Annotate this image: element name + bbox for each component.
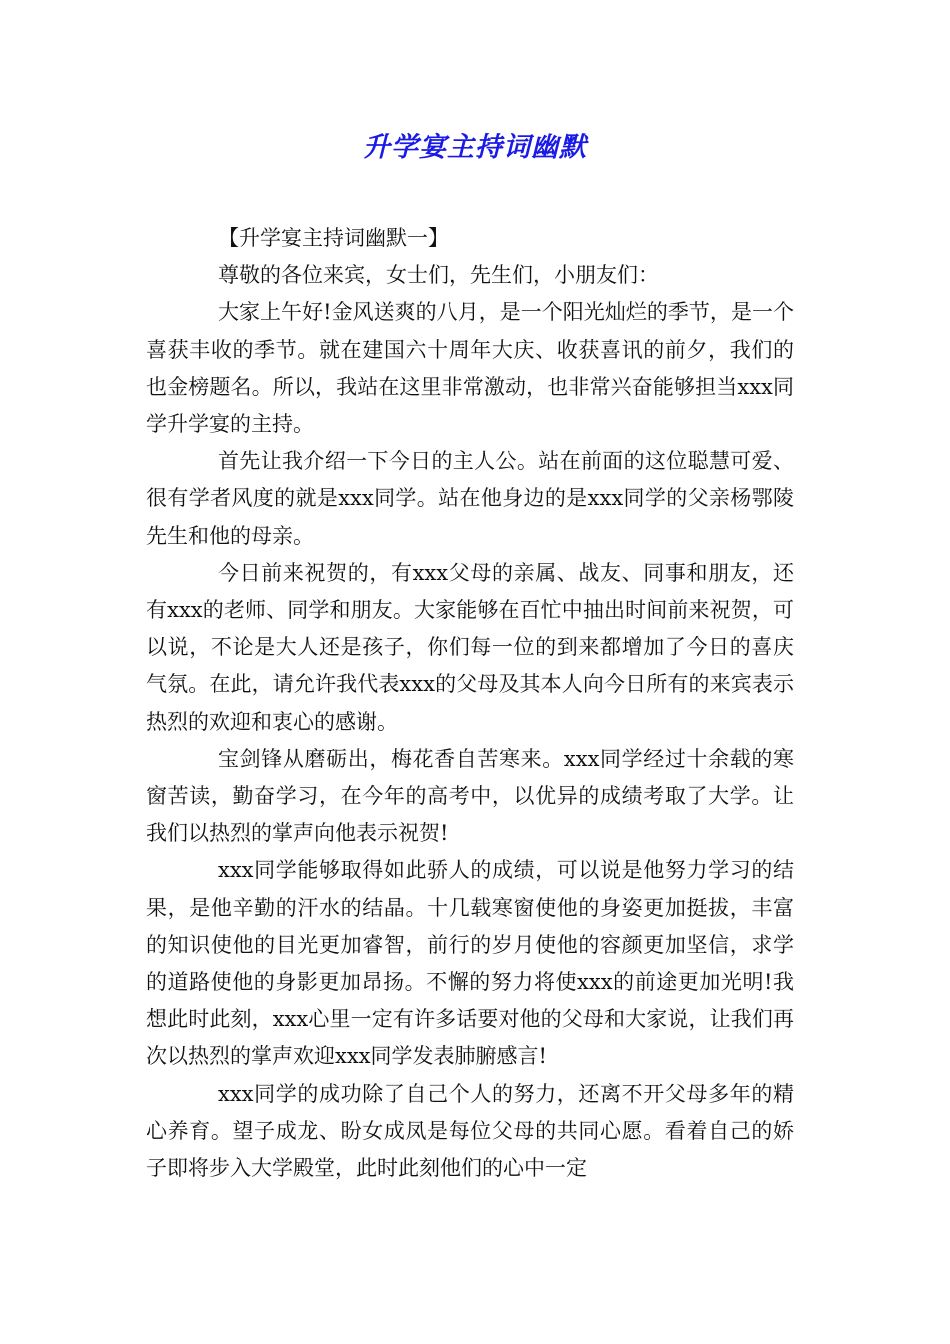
body-paragraph: 今日前来祝贺的，有xxx父母的亲属、战友、同事和朋友，还有xxx的老师、同学和朋友。大家能够在百忙中抽出时间前来祝贺，可以说，不论是大人还是孩子，你们每一位的到来都增加了今日的喜庆气氛。在此，请允许我代表xxx的父母及其本人向今日所有的来宾表示热烈的欢迎和衷心的感谢。 — [146, 560, 794, 734]
body-paragraph: xxx同学能够取得如此骄人的成绩，可以说是他努力学习的结果，是他辛勤的汗水的结晶。十几载寒窗使他的身姿更加挺拔，丰富的知识使他的目光更加睿智，前行的岁月使他的容颜更加坚信，求学的道路使他的身影更加昂扬。不懈的努力将使xxx的前途更加光明!我想此时此刻，xxx心里一定有许多话要对他的父母和大家说，让我们再次以热烈的掌声欢迎xxx同学发表肺腑感言! — [146, 858, 794, 1069]
body-paragraph: 首先让我介绍一下今日的主人公。站在前面的这位聪慧可爱、很有学者风度的就是xxx同学。站在他身边的是xxx同学的父亲杨鄂陵先生和他的母亲。 — [146, 449, 794, 548]
body-paragraph: 大家上午好!金风送爽的八月，是一个阳光灿烂的季节，是一个喜获丰收的季节。就在建国六十周年大庆、收获喜讯的前夕，我们的也金榜题名。所以，我站在这里非常激动，也非常兴奋能够担当xxx同学升学宴的主持。 — [146, 300, 794, 437]
body-paragraph: 宝剑锋从磨砺出，梅花香自苦寒来。xxx同学经过十余载的寒窗苦读，勤奋学习，在今年的高考中，以优异的成绩考取了大学。让我们以热烈的掌声向他表示祝贺! — [146, 746, 794, 846]
document-title: 升学宴主持词幽默 — [363, 132, 587, 163]
body-paragraph: xxx同学的成功除了自己个人的努力，还离不开父母多年的精心养育。望子成龙、盼女成凤是每位父母的共同心愿。看着自己的娇子即将步入大学殿堂，此时此刻他们的心中一定 — [146, 1081, 794, 1181]
salutation-paragraph: 尊敬的各位来宾，女士们，先生们，小朋友们： — [218, 263, 659, 288]
section-heading: 【升学宴主持词幽默一】 — [218, 226, 449, 250]
document-body — [146, 220, 794, 1187]
